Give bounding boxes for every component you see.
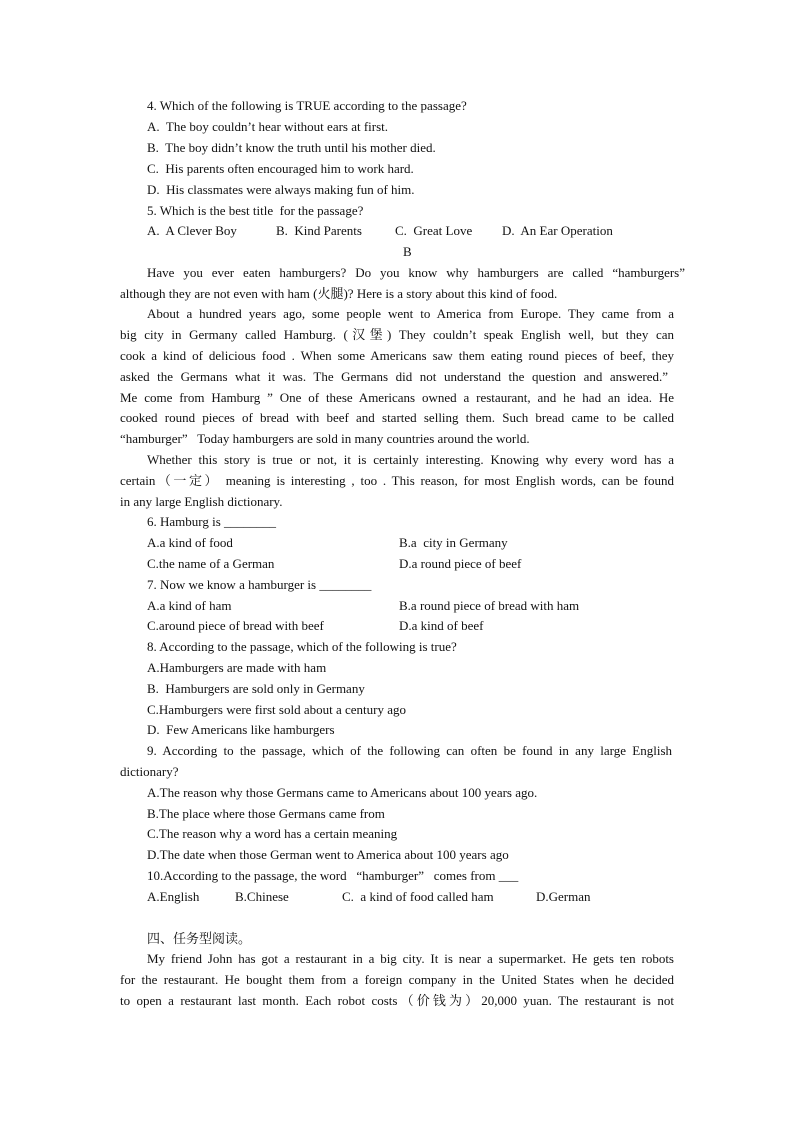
passage-b-p2-line-5: Me come from Hamburg ” One of these Americans owned a restaurant, and he had an idea. He	[120, 390, 674, 405]
passage-b-p3-line-2: certain（一定） meaning is interesting , too . This reason, for most English words, can be found	[120, 473, 674, 488]
q10-stem: 10.According to the passage, the word “hamburger” comes from ___	[147, 868, 519, 883]
q10-option-a: A.English	[147, 889, 200, 904]
passage-b-p3-line-3: in any large English dictionary.	[120, 494, 283, 509]
q7-stem: 7. Now we know a hamburger is ________	[147, 577, 372, 592]
q10-option-d: D.German	[536, 889, 591, 904]
q8-option-d: D. Few Americans like hamburgers	[147, 722, 335, 737]
q10-option-c: C. a kind of food called ham	[342, 889, 494, 904]
q9-option-c: C.The reason why a word has a certain meaning	[147, 826, 398, 841]
q5-option-a: A. A Clever Boy	[147, 223, 237, 238]
q8-stem: 8. According to the passage, which of the following is true?	[147, 639, 457, 654]
q9-option-b: B.The place where those Germans came from	[147, 806, 385, 821]
q4-option-c: C. His parents often encouraged him to work hard.	[147, 161, 414, 176]
q6-option-a: A.a kind of food	[147, 535, 233, 550]
q7-option-b: B.a round piece of bread with ham	[399, 598, 580, 613]
section4-title: 四、任务型阅读。	[147, 931, 252, 946]
q7-option-c: C.around piece of bread with beef	[147, 618, 324, 633]
passage-b-p2-line-1: About a hundred years ago, some people went to America from Europe. They came from a	[147, 306, 674, 321]
q7-option-a: A.a kind of ham	[147, 598, 232, 613]
q4-stem: 4. Which of the following is TRUE according to the passage?	[147, 98, 467, 113]
q9-stem-line-1: 9. According to the passage, which of the following can often be found in any large English	[147, 743, 672, 758]
q4-option-b: B. The boy didn’t know the truth until his mother died.	[147, 140, 436, 155]
q4-option-a: A. The boy couldn’t hear without ears at first.	[147, 119, 389, 134]
passage-b-p2-line-4: asked the Germans what it was. The Germans did not understand the question and answered.”	[120, 369, 668, 384]
q5-option-c: C. Great Love	[395, 223, 473, 238]
passage-b-p2-line-3: cook a kind of delicious food . When some Americans saw them eating round pieces of beef, they	[120, 348, 674, 363]
q5-option-b: B. Kind Parents	[276, 223, 362, 238]
section4-line-3: to open a restaurant last month. Each robot costs（价钱为）20,000 yuan. The restaurant is not	[120, 993, 674, 1008]
passage-b-p1-line-2: although they are not even with ham (火腿)? Here is a story about this kind of food.	[120, 286, 558, 301]
q8-option-a: A.Hamburgers are made with ham	[147, 660, 327, 675]
passage-b-p2-line-7: “hamburger” Today hamburgers are sold in many countries around the world.	[120, 431, 530, 446]
q8-option-b: B. Hamburgers are sold only in Germany	[147, 681, 365, 696]
q6-stem: 6. Hamburg is ________	[147, 514, 277, 529]
q4-option-d: D. His classmates were always making fun of him.	[147, 182, 415, 197]
q10-option-b: B.Chinese	[235, 889, 289, 904]
q5-option-d: D. An Ear Operation	[502, 223, 613, 238]
section4-line-2: for the restaurant. He bought them from a foreign company in the United States when he decided	[120, 972, 674, 987]
q8-option-c: C.Hamburgers were first sold about a century ago	[147, 702, 406, 717]
q9-stem-line-2: dictionary?	[120, 764, 179, 779]
passage-b-p1-line-1: Have you ever eaten hamburgers? Do you know why hamburgers are called “hamburgers”	[147, 265, 685, 280]
q6-option-d: D.a round piece of beef	[399, 556, 522, 571]
q9-option-d: D.The date when those German went to America about 100 years ago	[147, 847, 509, 862]
q9-option-a: A.The reason why those Germans came to Americans about 100 years ago.	[147, 785, 538, 800]
passage-b-p3-line-1: Whether this story is true or not, it is certainly interesting. Knowing why every word has a	[147, 452, 674, 467]
q5-stem: 5. Which is the best title for the passage?	[147, 203, 364, 218]
q7-option-d: D.a kind of beef	[399, 618, 484, 633]
section-b-heading: B	[403, 244, 412, 259]
passage-b-p2-line-6: cooked round pieces of bread with beef and started selling them. Such bread came to be called	[120, 410, 674, 425]
passage-b-p2-line-2: big city in Germany called Hamburg. (汉堡) They couldn’t speak English well, but they can	[120, 327, 674, 342]
q6-option-b: B.a city in Germany	[399, 535, 508, 550]
q6-option-c: C.the name of a German	[147, 556, 275, 571]
section4-line-1: My friend John has got a restaurant in a big city. It is near a supermarket. He gets ten robots	[147, 951, 674, 966]
